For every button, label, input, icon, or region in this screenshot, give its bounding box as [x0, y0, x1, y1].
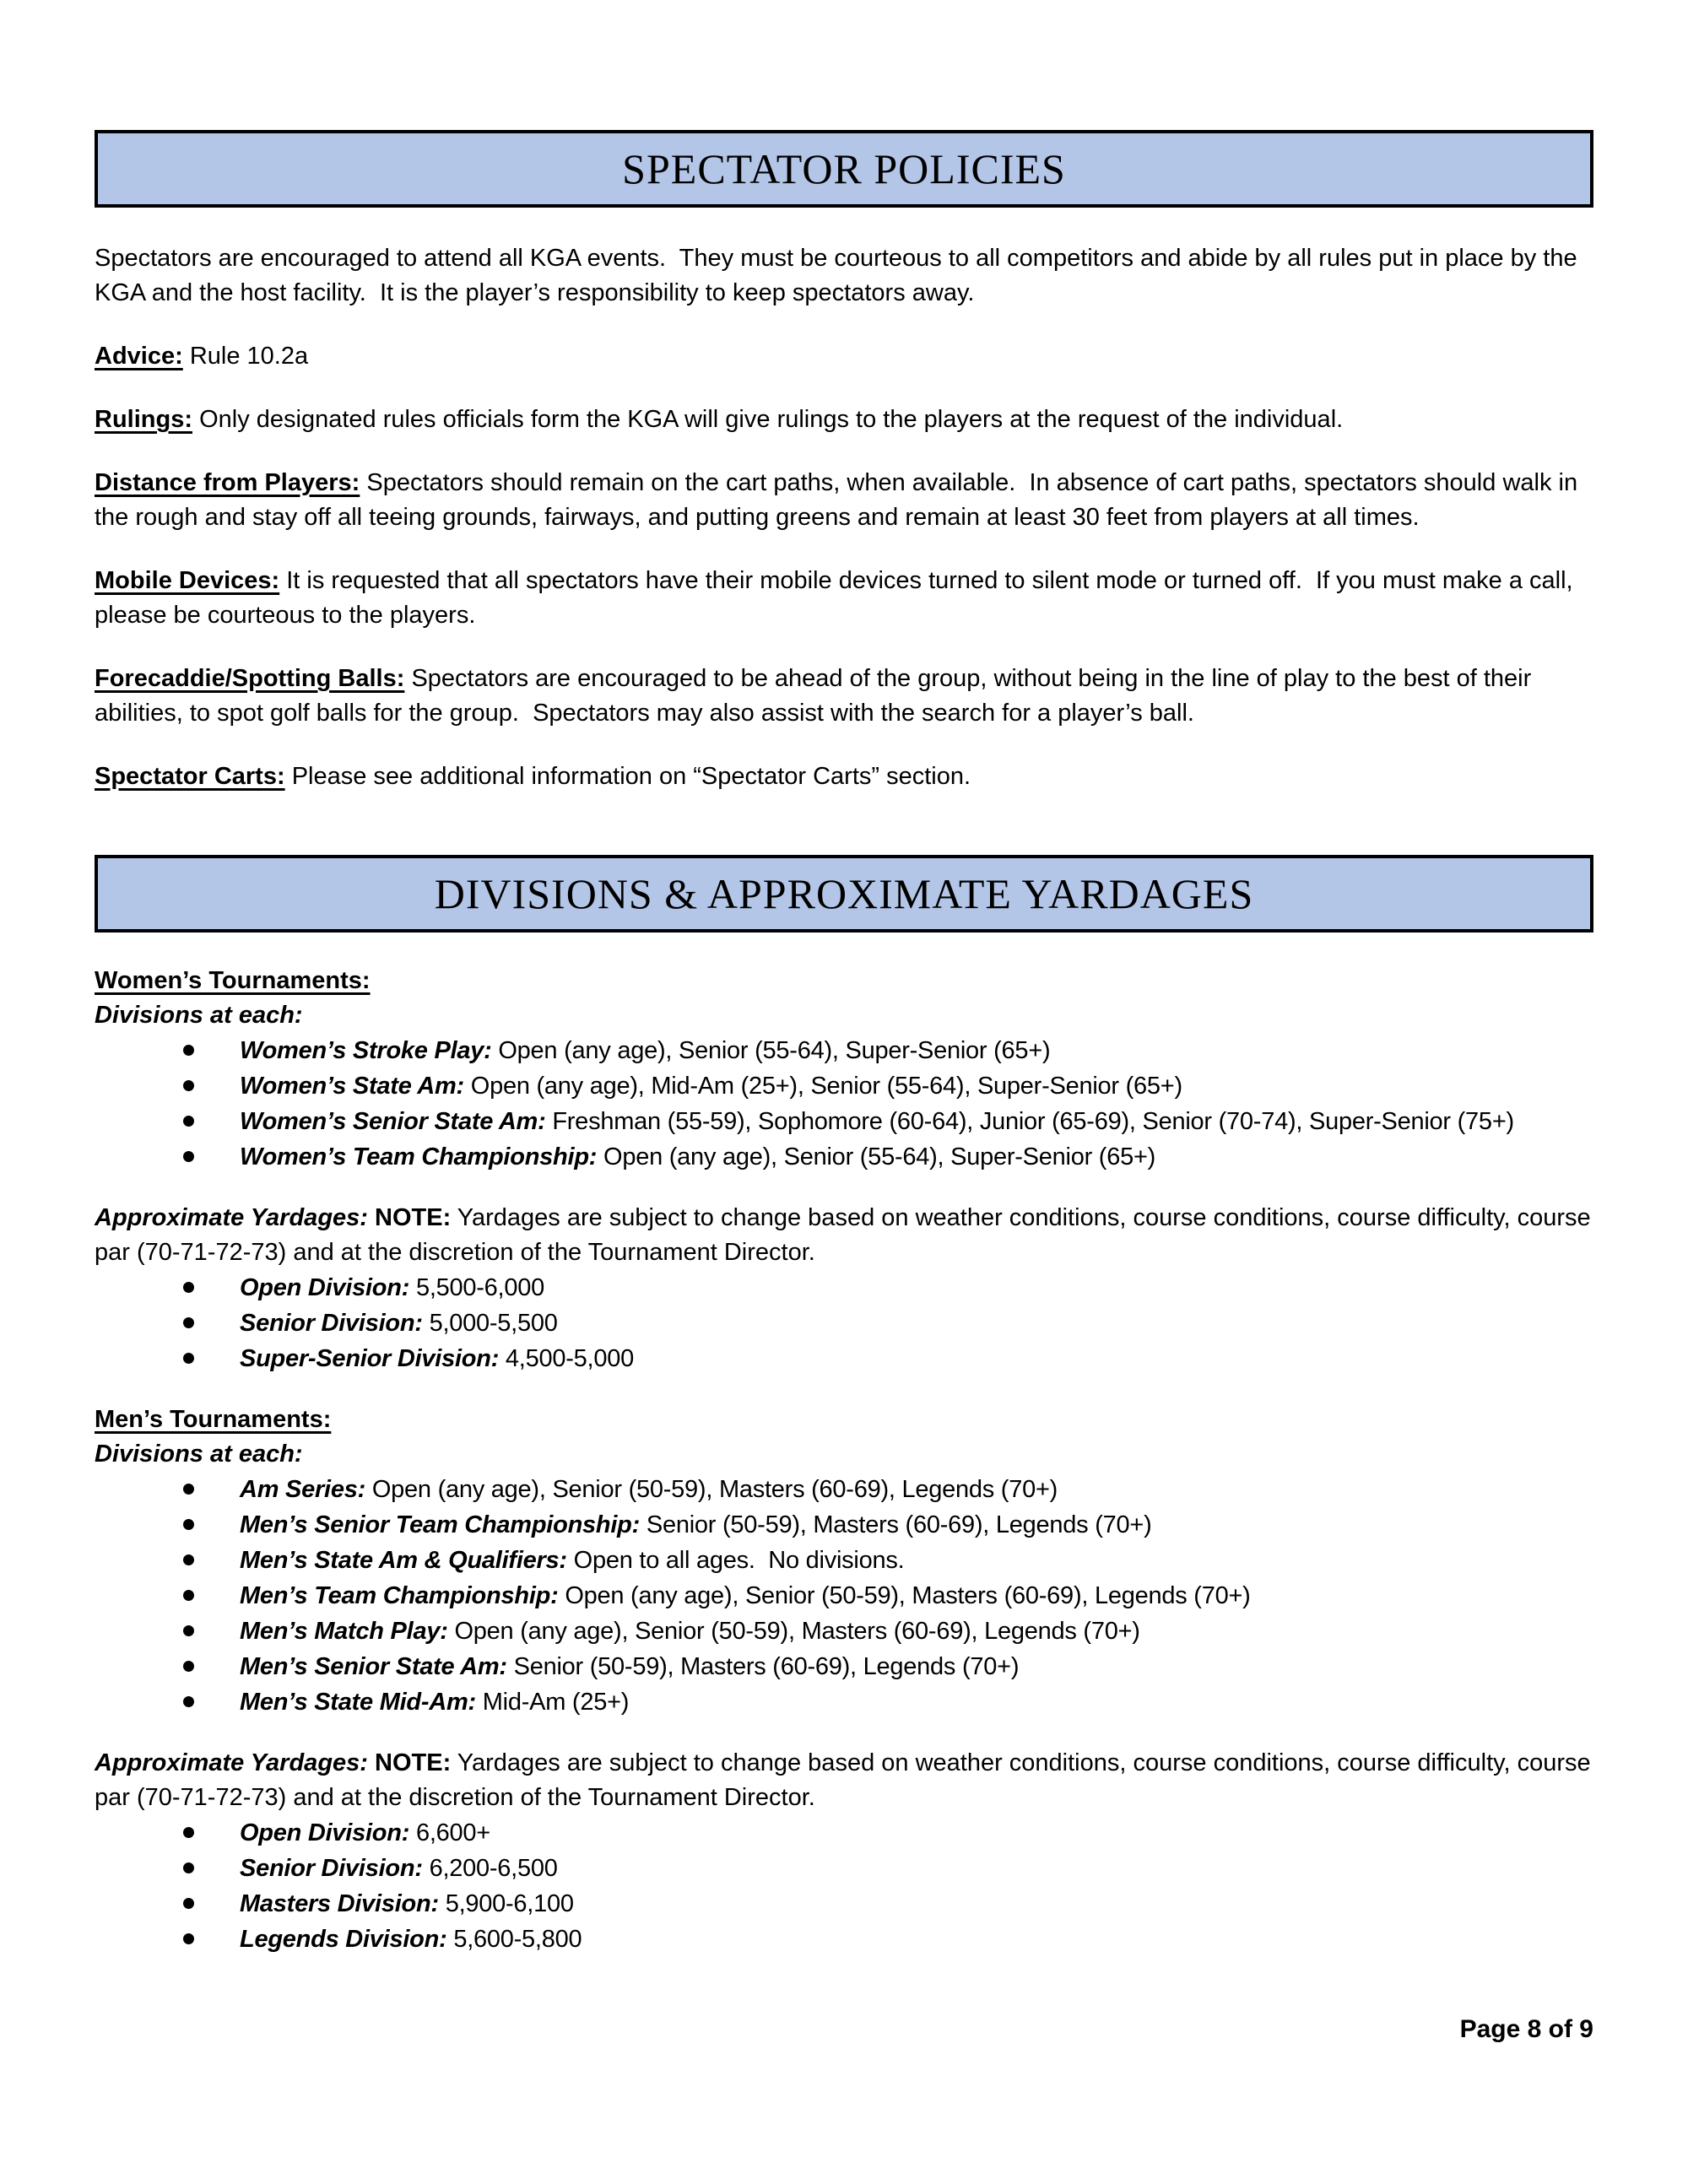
mens-tournaments-heading: Men’s Tournaments:: [95, 1406, 332, 1433]
policy-text-advice: Rule 10.2a: [189, 343, 309, 370]
yardage-text: 5,000-5,500: [429, 1310, 558, 1337]
division-text: Freshman (55-59), Sophomore (60-64), Junior (65-69), Senior (70-74), Super-Senior (75+): [552, 1108, 1514, 1135]
yardage-label: Super-Senior Division:: [240, 1345, 500, 1372]
division-text: Mid-Am (25+): [482, 1689, 630, 1716]
policy-label-forecaddie: Forecaddie/Spotting Balls:: [95, 665, 405, 692]
division-label: Men’s Team Championship:: [240, 1582, 559, 1609]
mens-divisions-subheading: Divisions at each:: [95, 1441, 303, 1468]
bullet-icon: [183, 1080, 194, 1091]
yardage-text: 6,600+: [415, 1819, 490, 1846]
policy-mobile-devices: [95, 564, 1593, 633]
division-text: Open (any age), Senior (55-64), Super-Senior (65+): [603, 1143, 1156, 1170]
yardage-text: 6,200-6,500: [429, 1855, 558, 1882]
policy-text-rulings: Only designated rules officials form the KGA will give rulings to the players at the request of the individual.: [199, 406, 1344, 433]
page-number: Page 8 of 9: [1459, 2015, 1593, 2043]
policy-label-advice: Advice:: [95, 343, 183, 370]
policy-text-spectator-carts: Please see additional information on “Spectator Carts” section.: [291, 763, 971, 790]
list-item: [95, 1886, 1593, 1922]
womens-divisions-list: [95, 1033, 1593, 1175]
yardage-text: 5,900-6,100: [445, 1890, 574, 1917]
list-item: [95, 1033, 1593, 1068]
division-label: Women’s Senior State Am:: [240, 1108, 546, 1135]
division-label: Men’s Senior State Am:: [240, 1653, 507, 1680]
yardage-label: Senior Division:: [240, 1855, 423, 1882]
bullet-icon: [183, 1696, 194, 1707]
bullet-icon: [183, 1554, 194, 1565]
womens-yardages-note: [95, 1201, 1598, 1270]
policy-text-mobile-devices: It is requested that all spectators have their mobile devices turned to silent mode or turned off. If you must make a call, please be courteous to the players.: [95, 567, 1580, 629]
division-text: Open (any age), Senior (55-64), Super-Senior (65+): [498, 1037, 1051, 1064]
bullet-icon: [183, 1151, 194, 1162]
list-item: [95, 1614, 1593, 1649]
yardages-note-text: Yardages are subject to change based on weather conditions, course conditions, course difficulty, course par (70-71-72-73) and at the discretion of the Tournament Director.: [95, 1204, 1598, 1266]
yardage-label: Open Division:: [240, 1819, 410, 1846]
mens-yardages-list: [95, 1815, 1593, 1957]
division-label: Women’s State Am:: [240, 1073, 464, 1100]
policy-advice: [95, 339, 1593, 374]
bullet-icon: [183, 1661, 194, 1672]
policy-forecaddie: [95, 662, 1593, 731]
yardage-label: Legends Division:: [240, 1926, 447, 1953]
mens-divisions-list: [95, 1472, 1593, 1720]
bullet-icon: [183, 1933, 194, 1944]
bullet-icon: [183, 1898, 194, 1909]
yardages-note-text: Yardages are subject to change based on weather conditions, course conditions, course difficulty, course par (70-71-72-73) and at the discretion of the Tournament Director.: [95, 1749, 1598, 1811]
womens-divisions-subheading: Divisions at each:: [95, 1002, 303, 1029]
division-text: Open (any age), Senior (50-59), Masters (60-69), Legends (70+): [454, 1618, 1140, 1645]
banner-title-spectator-policies: SPECTATOR POLICIES: [622, 144, 1066, 192]
list-item: [95, 1139, 1593, 1175]
bullet-icon: [183, 1827, 194, 1838]
list-item: [95, 1684, 1593, 1720]
division-label: Women’s Team Championship:: [240, 1143, 598, 1170]
list-item: [95, 1543, 1593, 1578]
division-label: Am Series:: [240, 1476, 366, 1503]
bullet-icon: [183, 1317, 194, 1328]
policy-text-forecaddie: Spectators are encouraged to be ahead of the group, without being in the line of play to the best of their abilities, to spot golf balls for the group. Spectators may also assist with the search for a player’s ball.: [95, 665, 1539, 727]
yardages-label: Approximate Yardages:: [95, 1749, 368, 1776]
division-label: Men’s State Am & Qualifiers:: [240, 1547, 567, 1574]
note-label: NOTE:: [375, 1749, 452, 1776]
bullet-icon: [183, 1045, 194, 1056]
spectator-policies-banner: [95, 130, 1593, 208]
bullet-icon: [183, 1353, 194, 1364]
list-item: [95, 1851, 1593, 1886]
intro-text: Spectators are encouraged to attend all KGA events. They must be courteous to all competitors and abide by all rules put in place by the KGA and the host facility. It is the player’s responsibility to keep spectators away.: [95, 245, 1584, 306]
yardage-text: 4,500-5,000: [505, 1345, 634, 1372]
yardage-text: 5,600-5,800: [453, 1926, 582, 1953]
bullet-icon: [183, 1282, 194, 1293]
division-label: Men’s Senior Team Championship:: [240, 1511, 641, 1538]
division-text: Senior (50-59), Masters (60-69), Legends (70+): [646, 1511, 1152, 1538]
list-item: [95, 1270, 1593, 1306]
division-label: Men’s Match Play:: [240, 1618, 448, 1645]
yardage-label: Open Division:: [240, 1274, 410, 1301]
document-page: [95, 130, 1598, 2043]
womens-tournaments-heading: Women’s Tournaments:: [95, 967, 371, 994]
policy-text-distance: Spectators should remain on the cart paths, when available. In absence of cart paths, spectators should walk in the rough and stay off all teeing grounds, fairways, and putting greens and remain at least 30 feet from players at all times.: [95, 469, 1585, 531]
yardage-label: Masters Division:: [240, 1890, 439, 1917]
policy-label-mobile-devices: Mobile Devices:: [95, 567, 280, 594]
divisions-yardages-banner: [95, 855, 1593, 933]
list-item: [95, 1922, 1593, 1957]
bullet-icon: [183, 1590, 194, 1601]
division-text: Open (any age), Senior (50-59), Masters (60-69), Legends (70+): [371, 1476, 1058, 1503]
bullet-icon: [183, 1519, 194, 1530]
womens-yardages-list: [95, 1270, 1593, 1376]
policy-distance: [95, 466, 1593, 535]
note-label: NOTE:: [375, 1204, 452, 1231]
list-item: [95, 1815, 1593, 1851]
division-text: Open (any age), Senior (50-59), Masters (60-69), Legends (70+): [565, 1582, 1251, 1609]
list-item: [95, 1306, 1593, 1341]
policy-label-distance: Distance from Players:: [95, 469, 360, 496]
bullet-icon: [183, 1116, 194, 1127]
list-item: [95, 1341, 1593, 1376]
bullet-icon: [183, 1484, 194, 1495]
division-text: Open (any age), Mid-Am (25+), Senior (55-64), Super-Senior (65+): [470, 1073, 1182, 1100]
list-item: [95, 1649, 1593, 1684]
bullet-icon: [183, 1625, 194, 1636]
list-item: [95, 1578, 1593, 1614]
banner-title-divisions-yardages: DIVISIONS & APPROXIMATE YARDAGES: [434, 869, 1254, 917]
yardage-text: 5,500-6,000: [415, 1274, 545, 1301]
list-item: [95, 1472, 1593, 1507]
division-label: Men’s State Mid-Am:: [240, 1689, 476, 1716]
policy-label-rulings: Rulings:: [95, 406, 192, 433]
list-item: [95, 1104, 1593, 1139]
bullet-icon: [183, 1862, 194, 1873]
mens-yardages-note: [95, 1746, 1598, 1815]
list-item: [95, 1507, 1593, 1543]
intro-paragraph: [95, 241, 1593, 311]
policy-spectator-carts: [95, 760, 1593, 794]
yardage-label: Senior Division:: [240, 1310, 423, 1337]
list-item: [95, 1068, 1593, 1104]
division-label: Women’s Stroke Play:: [240, 1037, 492, 1064]
yardages-label: Approximate Yardages:: [95, 1204, 368, 1231]
policy-rulings: [95, 403, 1593, 437]
division-text: Senior (50-59), Masters (60-69), Legends (70+): [513, 1653, 1020, 1680]
policy-label-spectator-carts: Spectator Carts:: [95, 763, 285, 790]
division-text: Open to all ages. No divisions.: [573, 1547, 905, 1574]
